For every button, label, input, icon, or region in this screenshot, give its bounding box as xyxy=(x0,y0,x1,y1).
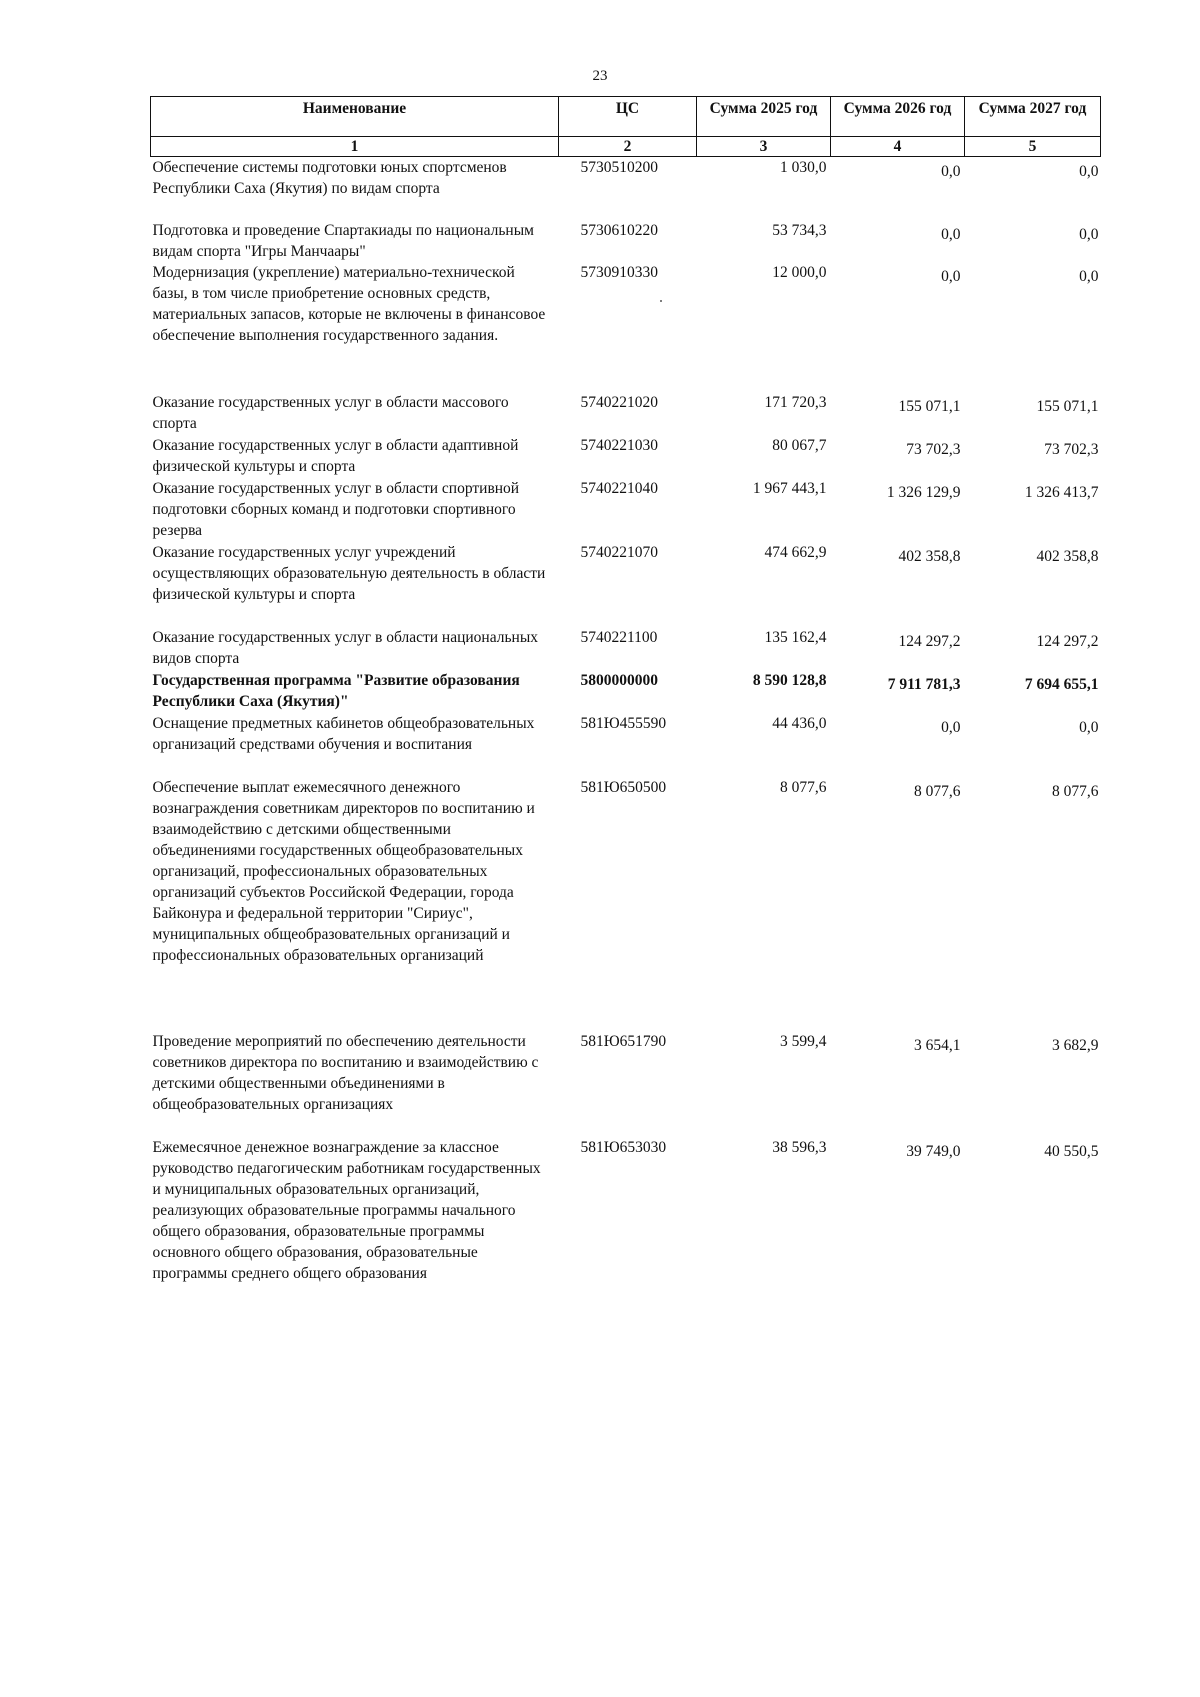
row-sum-2025: 12 000,0 xyxy=(772,263,827,281)
column-index: 5 xyxy=(965,137,1101,157)
row-sum-2026: 3 654,1 xyxy=(914,1036,961,1054)
row-sum-2026: 7 911 781,3 xyxy=(887,675,961,693)
row-cs-code: 5740221100 xyxy=(580,628,658,646)
budget-table xyxy=(150,96,1101,1297)
row-sum-2025: 1 967 443,1 xyxy=(752,479,827,497)
row-name: Оказание государственных услуг в области спортивной подготовки сборных команд и подготовки спортивного резерва xyxy=(152,479,520,539)
column-index: 3 xyxy=(697,137,831,157)
header-2026: Сумма 2026 год xyxy=(831,97,965,137)
row-name: Обеспечение системы подготовки юных спортсменов Республики Саха (Якутия) по видам спорта xyxy=(152,159,507,197)
row-sum-2026: 0,0 xyxy=(941,718,961,736)
row-cs-code: 581Ю653030 xyxy=(580,1138,667,1156)
row-sum-2026: 8 077,6 xyxy=(914,782,961,800)
row-sum-2026: 402 358,8 xyxy=(898,547,961,565)
row-name: Оказание государственных услуг учреждений осуществляющих образовательную деятельность в области физической культуры и спорта xyxy=(152,543,546,603)
row-cs-code: 5740221040 xyxy=(580,479,658,497)
row-sum-2027: 0,0 xyxy=(1079,267,1099,285)
row-sum-2025: 44 436,0 xyxy=(772,714,827,732)
row-name: Проведение мероприятий по обеспечению деятельности советников директора по воспитанию и взаимодействию с детскими общественными объединениями в общеобразовательных организациях xyxy=(152,1032,539,1113)
row-sum-2025: 8 590 128,8 xyxy=(752,671,827,689)
table-row xyxy=(151,220,1101,262)
row-name: Обеспечение выплат ежемесячного денежного вознаграждения советникам директоров по воспитанию и взаимодействию с детскими общественными объединениями государственных общеобразовательных организаций, профессиональных образовательных организаций субъектов Российской Федерации, города Байконура и федеральной территории "Сириус", муниципальных общеобразовательных организаций и профессиональных образовательных организаций xyxy=(152,778,535,964)
row-name: Подготовка и проведение Спартакиады по национальным видам спорта "Игры Манчаары" xyxy=(152,221,534,260)
header-name: Наименование xyxy=(151,97,559,137)
table-row xyxy=(151,1137,1101,1297)
row-sum-2026: 0,0 xyxy=(941,267,961,285)
row-cs-code: 5730610220 xyxy=(580,221,658,239)
scan-speck xyxy=(660,300,662,302)
row-sum-2025: 474 662,9 xyxy=(764,543,827,561)
table-row xyxy=(151,478,1101,542)
table-row xyxy=(151,435,1101,478)
row-sum-2027: 124 297,2 xyxy=(1036,632,1099,650)
row-sum-2026: 39 749,0 xyxy=(906,1142,961,1160)
table-header xyxy=(151,97,1101,157)
row-cs-code: 5730510200 xyxy=(580,159,658,176)
row-cs-code: 5800000000 xyxy=(580,671,658,689)
header-2025: Сумма 2025 год xyxy=(697,97,831,137)
row-sum-2027: 0,0 xyxy=(1079,163,1099,180)
table-row xyxy=(151,262,1101,392)
row-cs-code: 5730910330 xyxy=(580,263,658,281)
column-index: 2 xyxy=(559,137,697,157)
row-name: Оказание государственных услуг в области национальных видов спорта xyxy=(152,628,538,667)
row-sum-2027: 0,0 xyxy=(1079,225,1099,243)
column-index: 1 xyxy=(151,137,559,157)
row-sum-2027: 8 077,6 xyxy=(1052,782,1099,800)
row-sum-2027: 40 550,5 xyxy=(1044,1142,1099,1160)
row-cs-code: 581Ю455590 xyxy=(580,714,667,732)
row-sum-2026: 73 702,3 xyxy=(906,440,961,458)
row-sum-2025: 38 596,3 xyxy=(772,1138,827,1156)
row-cs-code: 5740221070 xyxy=(580,543,658,561)
row-sum-2026: 124 297,2 xyxy=(898,632,961,650)
row-sum-2025: 8 077,6 xyxy=(780,778,827,796)
row-cs-code: 5740221030 xyxy=(580,436,658,454)
row-cs-code: 581Ю651790 xyxy=(580,1032,667,1050)
row-sum-2026: 1 326 129,9 xyxy=(886,483,961,501)
row-sum-2025: 80 067,7 xyxy=(772,436,827,454)
table-row xyxy=(151,670,1101,713)
row-name: Оказание государственных услуг в области адаптивной физической культуры и спорта xyxy=(152,436,519,475)
header-2027: Сумма 2027 год xyxy=(965,97,1101,137)
table-row xyxy=(151,1031,1101,1137)
row-sum-2025: 53 734,3 xyxy=(772,221,827,239)
table-row xyxy=(151,542,1101,627)
row-name: Оказание государственных услуг в области массового спорта xyxy=(152,393,509,432)
row-sum-2027: 73 702,3 xyxy=(1044,440,1099,458)
header-cs: ЦС xyxy=(559,97,697,137)
column-index: 4 xyxy=(831,137,965,157)
row-sum-2027: 402 358,8 xyxy=(1036,547,1099,565)
row-sum-2027: 3 682,9 xyxy=(1052,1036,1099,1054)
row-sum-2027: 7 694 655,1 xyxy=(1024,675,1099,693)
row-name: Модернизация (укрепление) материально-технической базы, в том числе приобретение основных средств, материальных запасов, которые не включены в финансовое обеспечение выполнения государственного задания. xyxy=(152,263,546,344)
table-row xyxy=(151,392,1101,435)
row-sum-2026: 0,0 xyxy=(941,163,961,180)
row-sum-2026: 155 071,1 xyxy=(898,397,961,415)
row-name: Ежемесячное денежное вознаграждение за классное руководство педагогическим работникам государственных и муниципальных образовательных организаций, реализующих образовательные программы начального общего образования, образовательные программы основного общего образования, образовательные программы среднего общего образования xyxy=(152,1138,541,1282)
row-sum-2025: 135 162,4 xyxy=(764,628,827,646)
table-row xyxy=(151,713,1101,777)
row-name: Государственная программа "Развитие образования Республики Саха (Якутия)" xyxy=(152,671,520,710)
row-cs-code: 5740221020 xyxy=(580,393,658,411)
row-sum-2026: 0,0 xyxy=(941,225,961,243)
table-row xyxy=(151,157,1101,220)
table-body xyxy=(151,157,1101,1297)
row-sum-2027: 1 326 413,7 xyxy=(1024,483,1099,501)
row-sum-2027: 155 071,1 xyxy=(1036,397,1099,415)
row-sum-2025: 3 599,4 xyxy=(780,1032,827,1050)
row-sum-2025: 171 720,3 xyxy=(764,393,827,411)
table-row xyxy=(151,627,1101,670)
table-row xyxy=(151,777,1101,1031)
page-number: 23 xyxy=(592,68,608,84)
row-sum-2025: 1 030,0 xyxy=(780,159,827,176)
row-sum-2027: 0,0 xyxy=(1079,718,1099,736)
row-cs-code: 581Ю650500 xyxy=(580,778,667,796)
row-name: Оснащение предметных кабинетов общеобразовательных организаций средствами обучения и воспитания xyxy=(152,714,535,753)
